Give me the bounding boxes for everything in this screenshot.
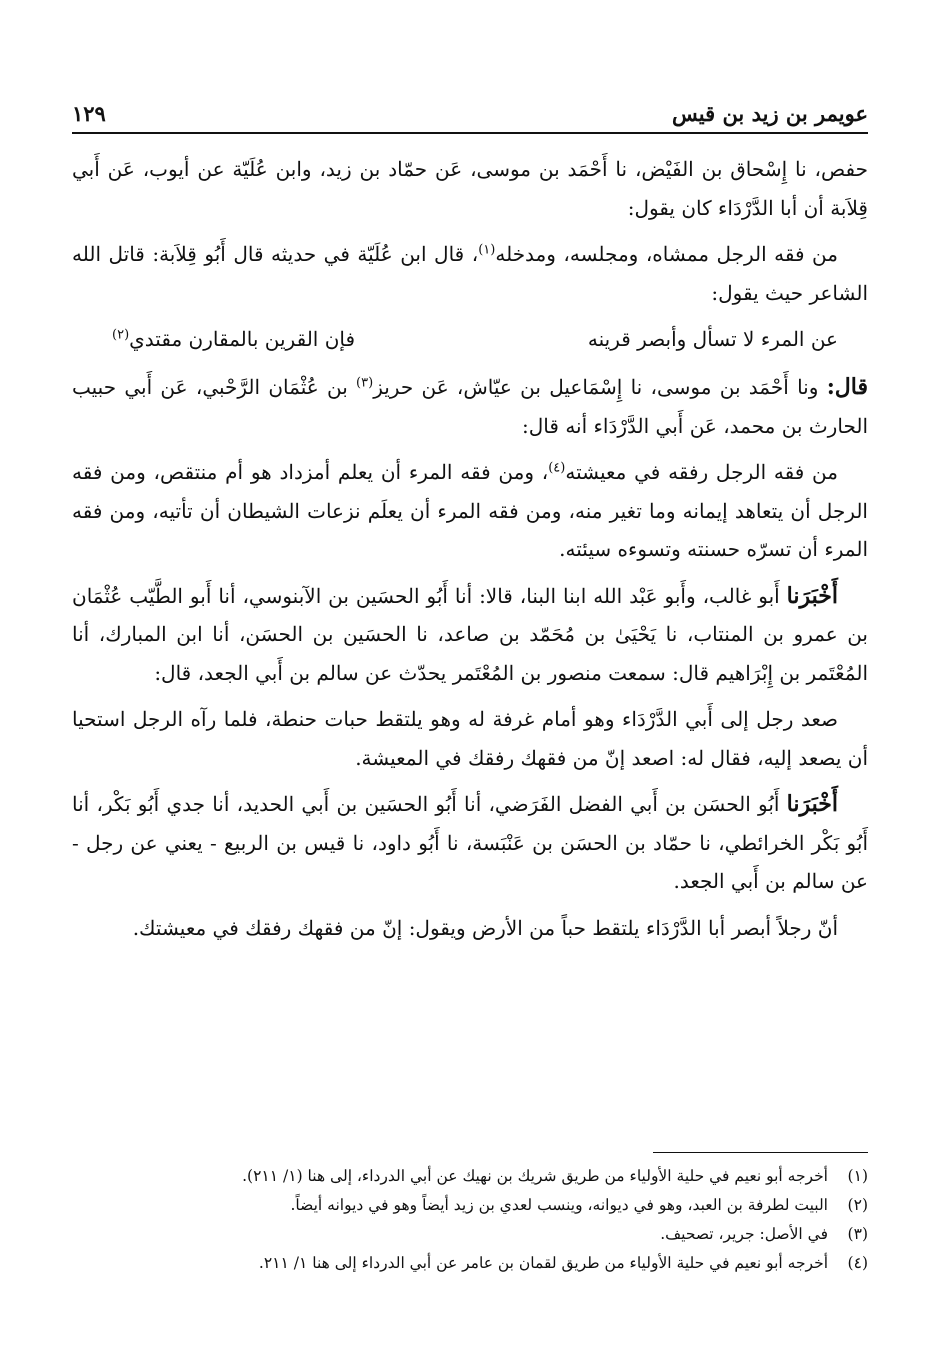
footnote-number: (٢) [847,1196,868,1214]
verse-hemistich-first: عن المرء لا تسأل وأبصر قرينه [587,327,838,351]
header-rule [72,132,868,134]
paragraph-1 [72,150,868,227]
paragraph-text: أَبو غالب، وأَبو عَبْد الله ابنا البنا، قالا: أنا أَبُو الحسَين بن الآبنوسي، أنا أَبو الطَّيّب عُثْمَان بن عمرو بن المنتاب، نا يَحْيَىٰ بن مُحَمّد بن صاعد، نا الحسَين بن الحسَن، أنا ابن المبارك، أنا المُعْتَمر بن إِبْرَاهيم قال: سمعت منصور بن المُعْتَمر يحدّث عن سالم بن أَبي الجعد، قال: [72,583,868,685]
paragraph-text: ونا أَحْمَد بن موسى، نا إِسْمَاعيل بن عيّاش، عَن حريز [373,375,827,399]
paragraph-text: صعد رجل إلى أَبي الدَّرْدَاء وهو أمام غرفة له وهو يلتقط حبات حنطة، فلما رآه الرجل استحيا أن يصعد إليه، فقال له: اصعد إنّ من فقهك رفقك في المعيشة. [72,707,868,770]
footnotes [72,1162,868,1278]
footnote-text: البيت لطرفة بن العبد، وهو في ديوانه، وينسب لعدي بن زيد أيضاً وهو في ديوانه أيضاً. [290,1196,828,1214]
footnote-number: (٤) [847,1254,868,1272]
page-header [72,86,868,126]
paragraph-text: حفص، نا إِسْحاق بن الفَيْض، نا أَحْمَد بن موسى، عَن حمّاد بن زيد، وابن عُلَيّة عن أيوب، عَن أَبي قِلاَبة أن أبا الدَّرْدَاء كان يقول: [72,157,868,220]
paragraph-text: من فقه الرجل رفقه في معيشته [565,460,838,484]
paragraph-4 [72,453,868,569]
footnote-ref[interactable]: (٤) [548,460,566,476]
paragraph-text: أَبُو الحسَن بن أَبي الفضل الفَرَضي، أنا أَبُو الحسَين بن أَبي الحديد، أنا جدي أَبُو بَكْر، أنا أَبُو بَكْر الخرائطي، نا حمّاد بن الحسَن بن عَنْبَسة، نا أَبُو داود، نا قيس بن الربيع - يعني عن رجل - عن سالم بن أَبي الجعد. [72,792,868,893]
paragraph-8 [72,909,868,948]
footnote-4 [72,1249,868,1278]
footnote-number: (١) [847,1167,868,1185]
paragraph-7 [72,785,868,901]
footnote-3 [72,1220,868,1249]
footnote-1 [72,1162,868,1191]
paragraph-tail: بن عُثْمَان الرَّحْبي، عَن أَبي حبيب الحارث بن محمد، عَن أَبي الدَّرْدَاء أنه قال: [72,375,868,438]
footnote-number: (٣) [847,1225,868,1243]
footnote-text: أخرجه أبو نعيم في حلية الأولياء من طريق لقمان بن عامر عن أبي الدرداء إلى هنا ١/ ٢١١. [258,1254,828,1272]
footnote-text: في الأصل: جرير، تصحيف. [660,1225,828,1243]
footnote-ref[interactable]: (٣) [356,375,374,391]
paragraph-2 [72,235,868,312]
poetry-verse [112,320,838,358]
paragraph-tail: ، قال ابن عُلَيّة في حديثه قال أَبُو قِلاَبة: قاتل الله الشاعر حيث يقول: [72,242,868,305]
footnote-rule [653,1152,868,1153]
paragraph-6 [72,700,868,777]
footnote-ref[interactable]: (١) [478,242,496,258]
running-title: عويمر بن زيد بن قيس [671,101,868,126]
paragraph-3 [72,368,868,445]
lead-word: أَخْبَرَنا [786,582,838,609]
paragraph-tail: ، ومن فقه المرء أن يعلم أمزداد هو أم منتقص، ومن فقه الرجل أن يتعاهد إيمانه وما تغير منه، ومن فقه المرء أن يعلَم نزعات الشيطان أن تأتيه، ومن فقه المرء أن تسرّه حسنته وتسوءه سيئته. [72,460,868,561]
paragraph-text: أنّ رجلاً أبصر أبا الدَّرْدَاء يلتقط حباً من الأرض ويقول: إنّ من فقهك رفقك في معيشتك. [132,915,838,940]
lead-word: قال: [826,374,869,400]
lead-word: أَخْبَرَنا [786,791,838,817]
page-number: ١٢٩ [72,101,106,126]
main-text [72,150,868,955]
paragraph-text: من فقه الرجل ممشاه، ومجلسه، ومدخله [495,242,838,266]
paragraph-5 [72,577,868,693]
footnote-text: أخرجه أبو نعيم في حلية الأولياء من طريق شريك بن نهيك عن أبي الدرداء، إلى هنا (١/ ٢١١). [242,1167,828,1185]
footnote-2 [72,1191,868,1220]
verse-hemistich-second: فإن القرين بالمقارن مقتدي$^{(٢)}$ [112,327,356,351]
footnote-ref[interactable]: (٢) [112,327,130,343]
